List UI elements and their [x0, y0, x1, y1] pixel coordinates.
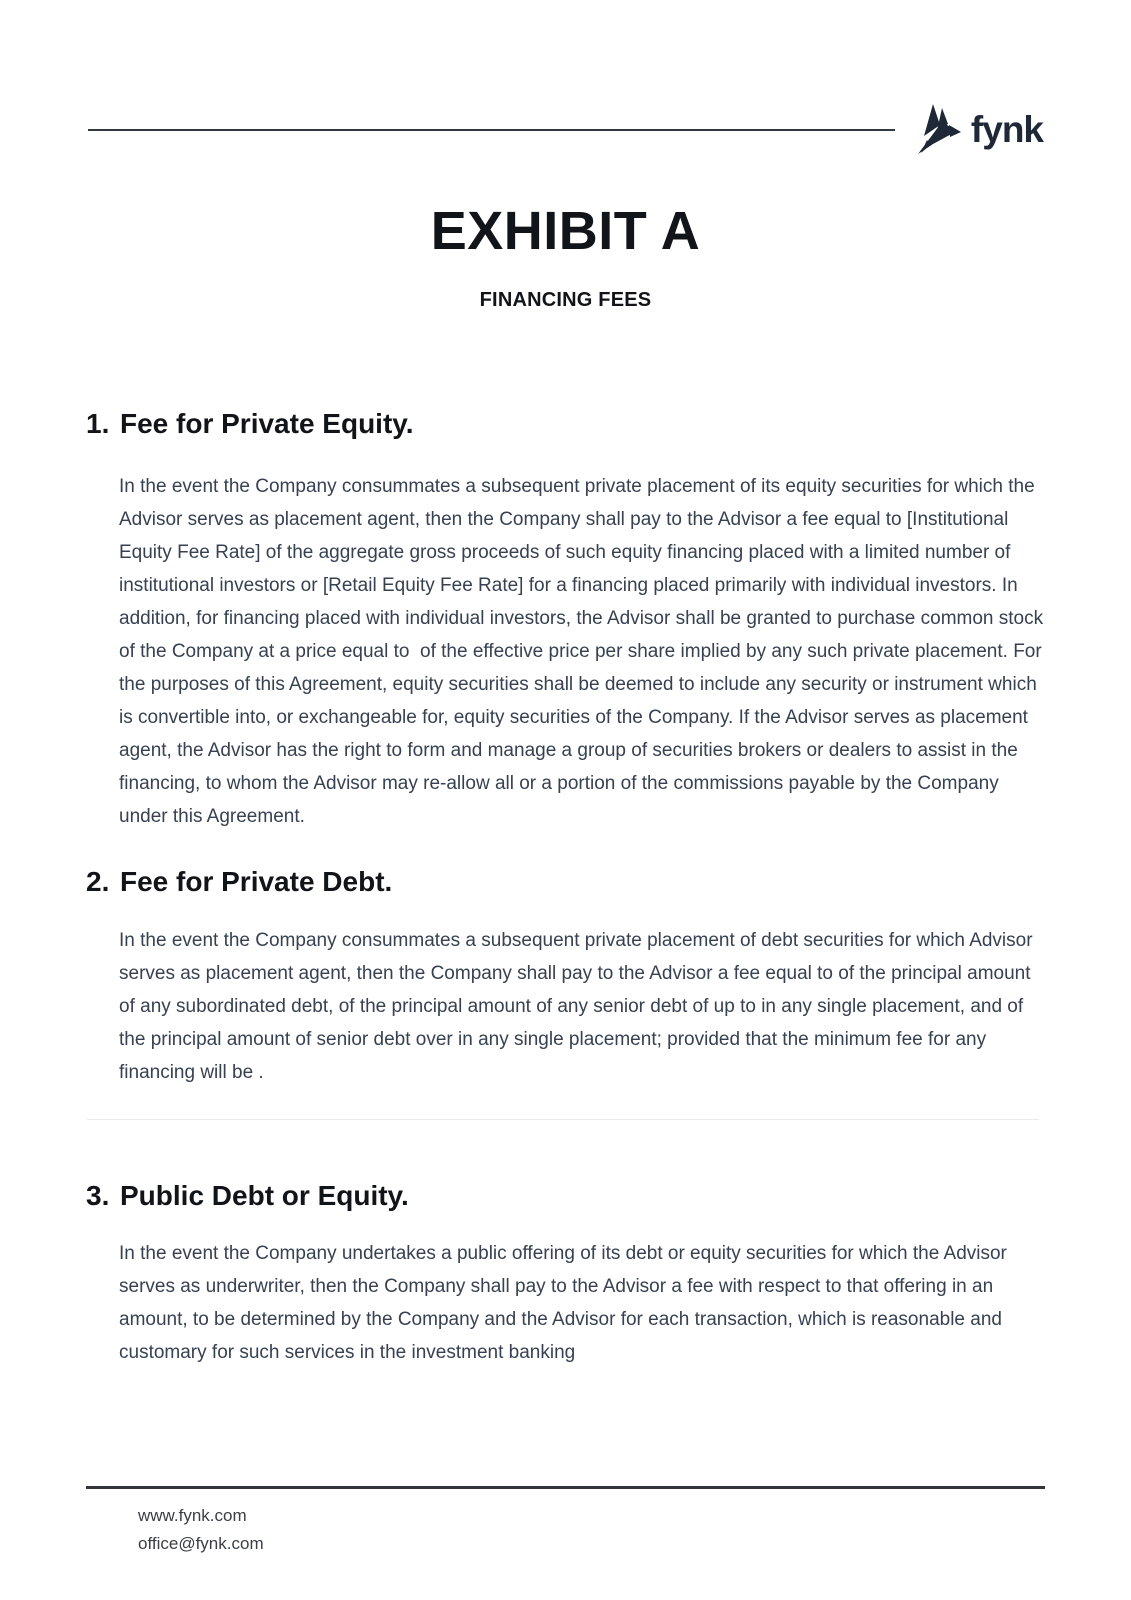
- brand-name: fynk: [970, 109, 1043, 150]
- footer-website: www.fynk.com: [138, 1506, 247, 1525]
- section-fee-for-private-equity: [86, 405, 1049, 833]
- origami-bird-icon: [913, 104, 961, 156]
- section-fee-for-private-debt: [86, 863, 1045, 1089]
- page-header: [86, 0, 1045, 162]
- page-footer: [86, 1486, 1045, 1558]
- section-divider: [87, 1119, 1039, 1120]
- header-rule: [88, 129, 895, 131]
- section-number: 1.: [86, 408, 110, 439]
- section-paragraph: In the event the Company consummates a subsequent private placement of its equity securities for which the Advisor serves as placement agent, then the Company shall pay to the Advisor a fee equal to [Institutional Equity Fee Rate] of the aggregate gross proceeds of such equity financing placed with a limited number of institutional investors or [Retail Equity Fee Rate] for a financing placed primarily with individual investors. In addition, for financing placed with individual investors, the Advisor shall be granted to purchase common stock of the Company at a price equal to of the effective price per share implied by any such private placement. For the purposes of this Agreement, equity securities shall be deemed to include any security or instrument which is convertible into, or exchangeable for, equity securities of the Company. If the Advisor serves as placement agent, the Advisor has the right to form and manage a group of securities brokers or dealers to assist in the financing, to whom the Advisor may re-allow all or a portion of the commissions payable by the Company under this Agreement.: [119, 476, 1049, 827]
- section-title: Fee for Private Debt.: [120, 866, 393, 897]
- section-paragraph: In the event the Company consummates a subsequent private placement of debt securities for which Advisor serves as placement agent, then the Company shall pay to the Advisor a fee equal to of the principal amount of any subordinated debt, of the principal amount of any senior debt of up to in any single placement, and of the principal amount of senior debt over in any single placement; provided that the minimum fee for any financing will be .: [119, 930, 1038, 1083]
- section-heading: [86, 863, 1045, 901]
- section-title: Fee for Private Equity.: [120, 408, 414, 439]
- footer-links: [86, 1489, 1045, 1558]
- footer-email: office@fynk.com: [138, 1534, 264, 1553]
- section-number: 3.: [86, 1180, 110, 1211]
- section-heading: [86, 1177, 1045, 1215]
- page-title: EXHIBIT A: [430, 201, 701, 261]
- section-title: Public Debt or Equity.: [120, 1180, 409, 1211]
- section-heading: [86, 405, 1045, 443]
- brand-logo: [913, 104, 1043, 156]
- page-subtitle: FINANCING FEES: [479, 289, 652, 311]
- page-content: [86, 0, 1049, 1369]
- section-paragraph: In the event the Company undertakes a public offering of its debt or equity securities for which the Advisor serves as underwriter, then the Company shall pay to the Advisor a fee with respect to that offering in an amount, to be determined by the Company and the Advisor for each transaction, which is reasonable and customary for such services in the investment banking: [119, 1243, 1013, 1363]
- section-number: 2.: [86, 866, 110, 897]
- section-public-debt-or-equity: [86, 1177, 1045, 1369]
